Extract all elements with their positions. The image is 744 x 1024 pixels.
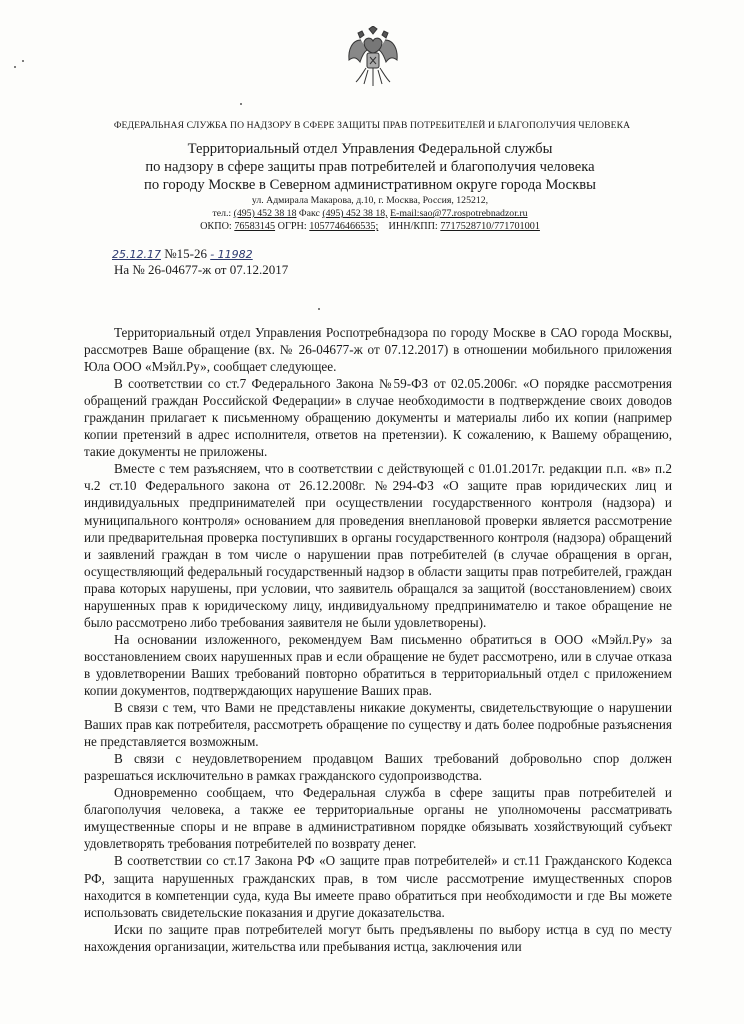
body-paragraph: В соответствии со ст.17 Закона РФ «О защите прав потребителей» и ст.11 Гражданского Кодекса РФ, защита нарушенных гражданских прав, в том числе рассмотрение имущественных споров находится в компетенции суда, куда Вы имеете право обратиться при необходимости и где Вы можете использовать свидетельские показания и другие доказательства. <box>84 853 672 920</box>
fax-number: (495) 452 38 18, <box>322 208 388 219</box>
scan-speck <box>14 66 16 68</box>
okpo-value: 76583145 <box>234 221 276 232</box>
handwritten-date: 25.12.17 <box>112 248 161 261</box>
agency-name: ФЕДЕРАЛЬНАЯ СЛУЖБА ПО НАДЗОРУ В СФЕРЕ ЗАЩИТЫ ПРАВ ПОТРЕБИТЕЛЕЙ И БЛАГОПОЛУЧИЯ ЧЕЛОВЕКА <box>113 120 631 131</box>
handwritten-registration-number: - 11982 <box>210 248 253 261</box>
letterhead-contacts <box>100 207 640 220</box>
outgoing-registration <box>112 246 253 262</box>
letterhead-title-line-2: по надзору в сфере защиты прав потребителей и благополучия человека <box>145 159 595 175</box>
tel-label: тел.: <box>212 208 232 219</box>
body-paragraph: В связи с тем, что Вами не представлены никакие документы, свидетельствующие о нарушении Ваших прав как потребителя, рассмотреть обращение по существу и дать более подробные разъяснения не представляется возможным. <box>84 700 672 750</box>
body-paragraph: Одновременно сообщаем, что Федеральная служба в сфере защиты прав потребителей и благополучия человека, а также ее территориальные органы не уполномочены рассматривать имущественные споры и не вправе в административном порядке обязывать хозяйствующий субъект удовлетворять требования потребителей по возврату денег. <box>84 785 672 852</box>
reply-reference: На № 26-04677-ж от 07.12.2017 <box>114 262 289 277</box>
letterhead <box>100 140 640 234</box>
body-paragraph: В связи с неудовлетворением продавцом Ваших требований добровольно спор должен разрешаться исключительно в рамках гражданского судопроизводства. <box>84 751 672 784</box>
inn-value: 7717528710/771701001 <box>440 221 540 232</box>
letterhead-registry-codes <box>100 220 640 234</box>
russian-coat-of-arms-emblem-icon <box>346 26 400 88</box>
letterhead-address: ул. Адмирала Макарова, д.10, г. Москва, Россия, 125212, <box>251 195 489 206</box>
tel-number: (495) 452 38 18 <box>233 208 297 219</box>
body-paragraph: Территориальный отдел Управления Роспотребнадзора по городу Москве в САО города Москвы, рассмотрев Ваше обращение (вх. № 26-04677-ж от 07.12.2017) в отношении мобильного приложения Юла ООО «Мэйл.Ру», сообщает следующее. <box>84 325 672 375</box>
letter-body <box>84 324 672 955</box>
body-paragraph: Вместе с тем разъясняем, что в соответствии с действующей с 01.01.2017г. редакции п.п. «в» п.2 ч.2 ст.10 Федерального закона от 26.12.2008г. №294-ФЗ «О защите прав юридических лиц и индивидуальных предпринимателей при осуществлении государственного контроля (надзора) и муниципального контроля» основанием для проведения внеплановой проверки является рассмотрение или предварительная проверка поступивших в органы государственного контроля (надзора) обращений и заявлений граждан в том числе о нарушении прав потребителей (в случае обращения в орган, осуществляющий федеральный государственный надзор в области защиты прав потребителей, граждан права которых нарушены, при условии, что заявитель обращался за защитой (восстановлением) своих нарушенных прав к юридическому лицу, индивидуальному предпринимателю и такое обращение не было рассмотрено либо требования заявителя не были удовлетворены). <box>84 461 672 630</box>
body-paragraph: Иски по защите прав потребителей могут быть предъявлены по выбору истца в суд по месту нахождения организации, жительства или пребывания истца, заключения или <box>84 921 672 954</box>
ogrn-value: 1057746466535; <box>309 221 379 232</box>
scan-speck <box>22 60 24 62</box>
ogrn-label: ОГРН: <box>277 221 307 232</box>
letterhead-title-line-3: по городу Москве в Северном административном округе города Москвы <box>144 177 596 193</box>
body-paragraph: На основании изложенного, рекомендуем Вам письменно обратиться в ООО «Мэйл.Ру» за восстановлением своих нарушенных прав и если обращение не будет рассмотрено, или в случае отказа в удовлетворении Ваших требований повторно обратиться в территориальный отдел с приложением копии документов, подтверждающих нарушение Ваших прав. <box>84 631 672 698</box>
okpo-label: ОКПО: <box>200 221 232 232</box>
fax-label: Факс <box>298 208 320 219</box>
scan-speck <box>318 308 320 310</box>
inn-label: ИНН/КПП: <box>388 221 438 232</box>
email-address: sao@77.rospotrebnadzor.ru <box>419 208 528 219</box>
body-paragraph: В соответствии со ст.7 Федерального Закона №59-ФЗ от 02.05.2006г. «О порядке рассмотрения обращений граждан Российской Федерации» в случае необходимости в подтверждение своих доводов гражданин прилагает к письменному обращению документы и материалы либо их копии (например копии претензий в адрес исполнителя, ответов на претензии). К сожалению, к Вашему обращению, такие документы не приложены. <box>84 376 672 460</box>
email-label: E-mail: <box>390 208 420 219</box>
scan-speck <box>240 103 242 105</box>
letterhead-title-line-1: Территориальный отдел Управления Федеральной службы <box>187 141 553 157</box>
registration-number-prefix: №15-26 <box>164 246 207 261</box>
